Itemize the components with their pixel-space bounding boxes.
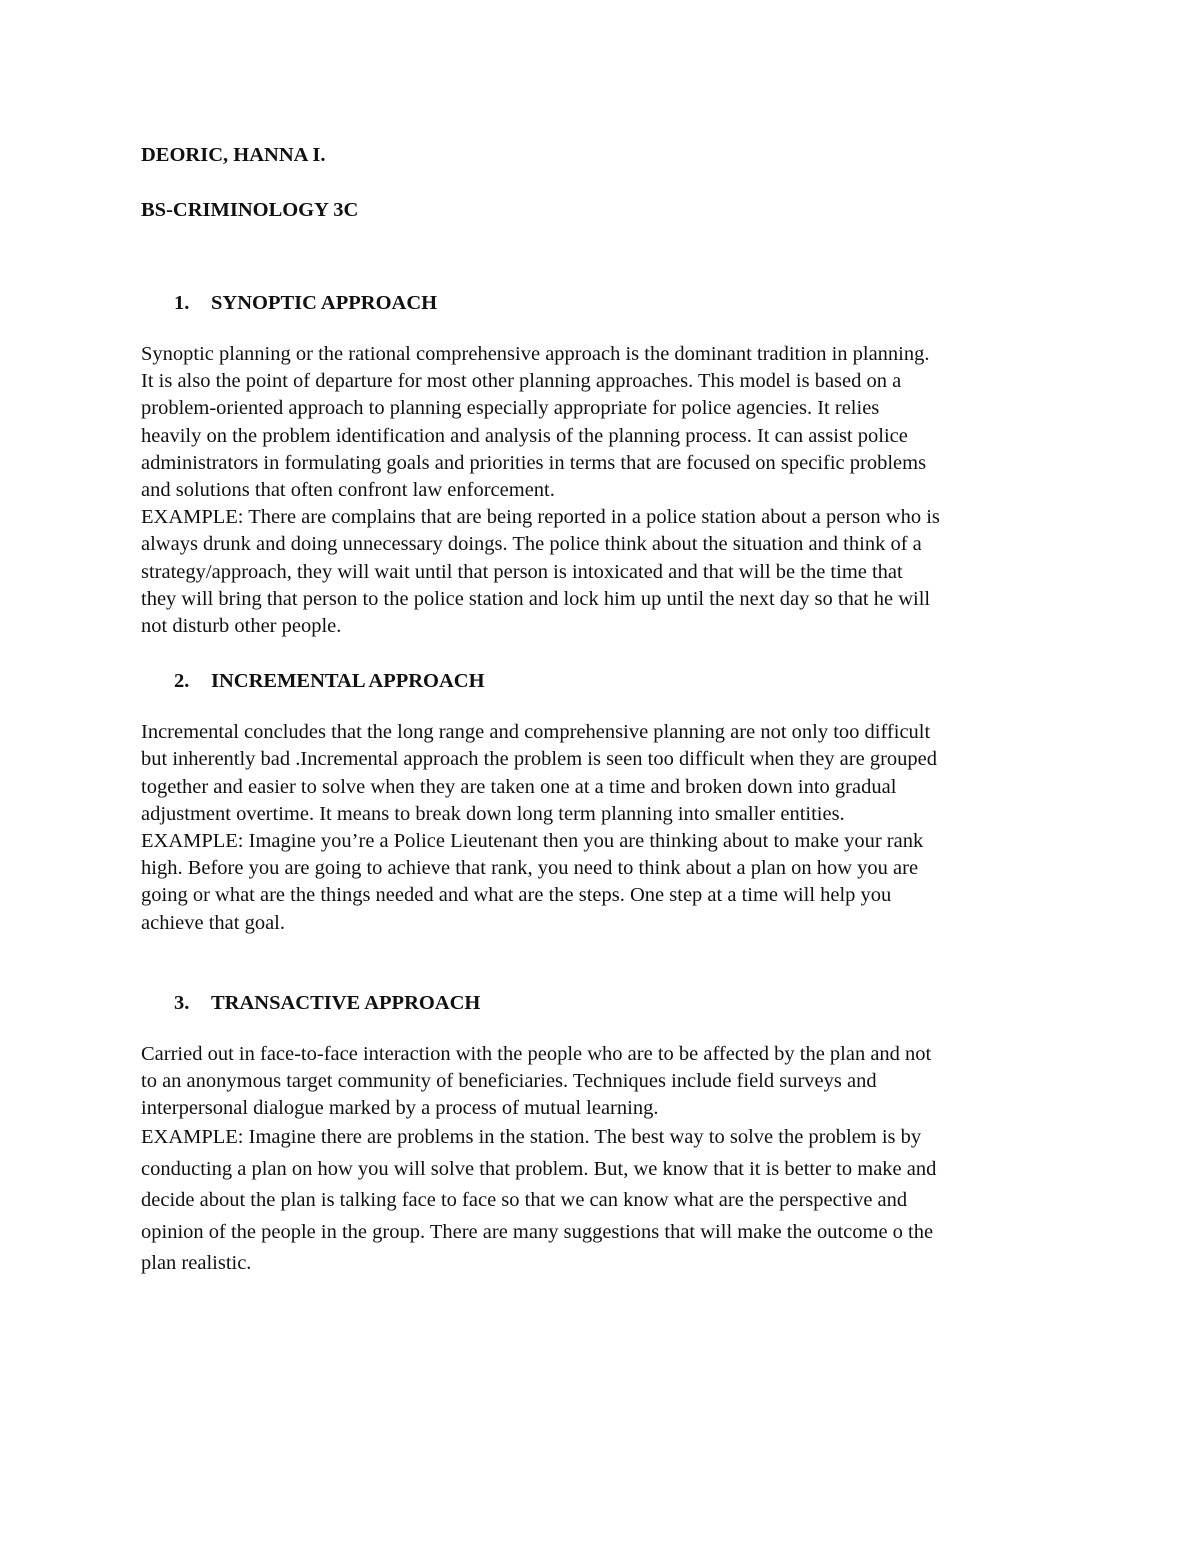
- text-line: high. Before you are going to achieve that rank, you need to think about a plan on how you are: [141, 857, 919, 880]
- text-line: going or what are the things needed and what are the steps. One step at a time will help you: [141, 884, 892, 907]
- text-line: always drunk and doing unnecessary doings. The police think about the situation and think of a: [141, 533, 922, 556]
- text-line: problem-oriented approach to planning especially appropriate for police agencies. It relies: [141, 397, 880, 420]
- section-title: SYNOPTIC APPROACH: [211, 292, 438, 314]
- text-line: heavily on the problem identification and analysis of the planning process. It can assist police: [141, 424, 908, 447]
- text-line: interpersonal dialogue marked by a process of mutual learning.: [141, 1097, 659, 1120]
- section-heading-synoptic: [141, 288, 1071, 318]
- text-line: to an anonymous target community of beneficiaries. Techniques include field surveys and: [141, 1070, 877, 1093]
- section-heading-transactive: [141, 988, 1071, 1018]
- text-line: achieve that goal.: [141, 911, 286, 934]
- text-line: Synoptic planning or the rational comprehensive approach is the dominant tradition in planning.: [141, 343, 930, 365]
- text-line: Incremental concludes that the long range and comprehensive planning are not only too difficult: [141, 721, 931, 744]
- text-line: but inherently bad .Incremental approach the problem is seen too difficult when they are grouped: [141, 748, 938, 771]
- section-title: INCREMENTAL APPROACH: [211, 670, 485, 693]
- text-line: administrators in formulating goals and priorities in terms that are focused on specific problems: [141, 451, 927, 474]
- text-line: EXAMPLE: Imagine there are problems in the station. The best way to solve the problem is by: [141, 1126, 922, 1149]
- section-example-transactive: [141, 1122, 1071, 1280]
- text-line: It is also the point of departure for most other planning approaches. This model is based on a: [141, 370, 902, 393]
- section-number: 1.: [174, 292, 190, 314]
- section-paragraph-synoptic: [141, 341, 1071, 640]
- section-paragraph-incremental: [141, 719, 1071, 937]
- text-line: and solutions that often confront law enforcement.: [141, 479, 555, 502]
- text-line: strategy/approach, they will wait until that person is intoxicated and that will be the time that: [141, 560, 903, 583]
- text-line: conducting a plan on how you will solve that problem. But, we know that it is better to make and: [141, 1157, 937, 1180]
- section-paragraph-transactive: [141, 1041, 1071, 1123]
- text-line: decide about the plan is talking face to face so that we can know what are the perspective and: [141, 1189, 908, 1212]
- section-number: 2.: [174, 670, 190, 693]
- text-line: adjustment overtime. It means to break down long term planning into smaller entities.: [141, 802, 845, 825]
- text-line: Carried out in face-to-face interaction with the people who are to be affected by the plan and not: [141, 1042, 932, 1065]
- text-line: they will bring that person to the police station and lock him up until the next day so that he will: [141, 587, 931, 610]
- text-line: together and easier to solve when they are taken one at a time and broken down into gradual: [141, 775, 897, 798]
- document-body: [141, 140, 1071, 1280]
- student-course: BS-CRIMINOLOGY 3C: [141, 199, 359, 221]
- section-heading-incremental: [141, 666, 1071, 696]
- text-line: plan realistic.: [141, 1252, 252, 1275]
- section-title: TRANSACTIVE APPROACH: [211, 991, 481, 1014]
- section-number: 3.: [174, 991, 190, 1014]
- text-line: EXAMPLE: Imagine you’re a Police Lieutenant then you are thinking about to make your rank: [141, 830, 924, 853]
- text-line: EXAMPLE: There are complains that are being reported in a police station about a person who is: [141, 506, 940, 529]
- student-name: DEORIC, HANNA I.: [141, 144, 326, 166]
- text-line: not disturb other people.: [141, 615, 342, 638]
- text-line: opinion of the people in the group. There are many suggestions that will make the outcome o the: [141, 1220, 934, 1243]
